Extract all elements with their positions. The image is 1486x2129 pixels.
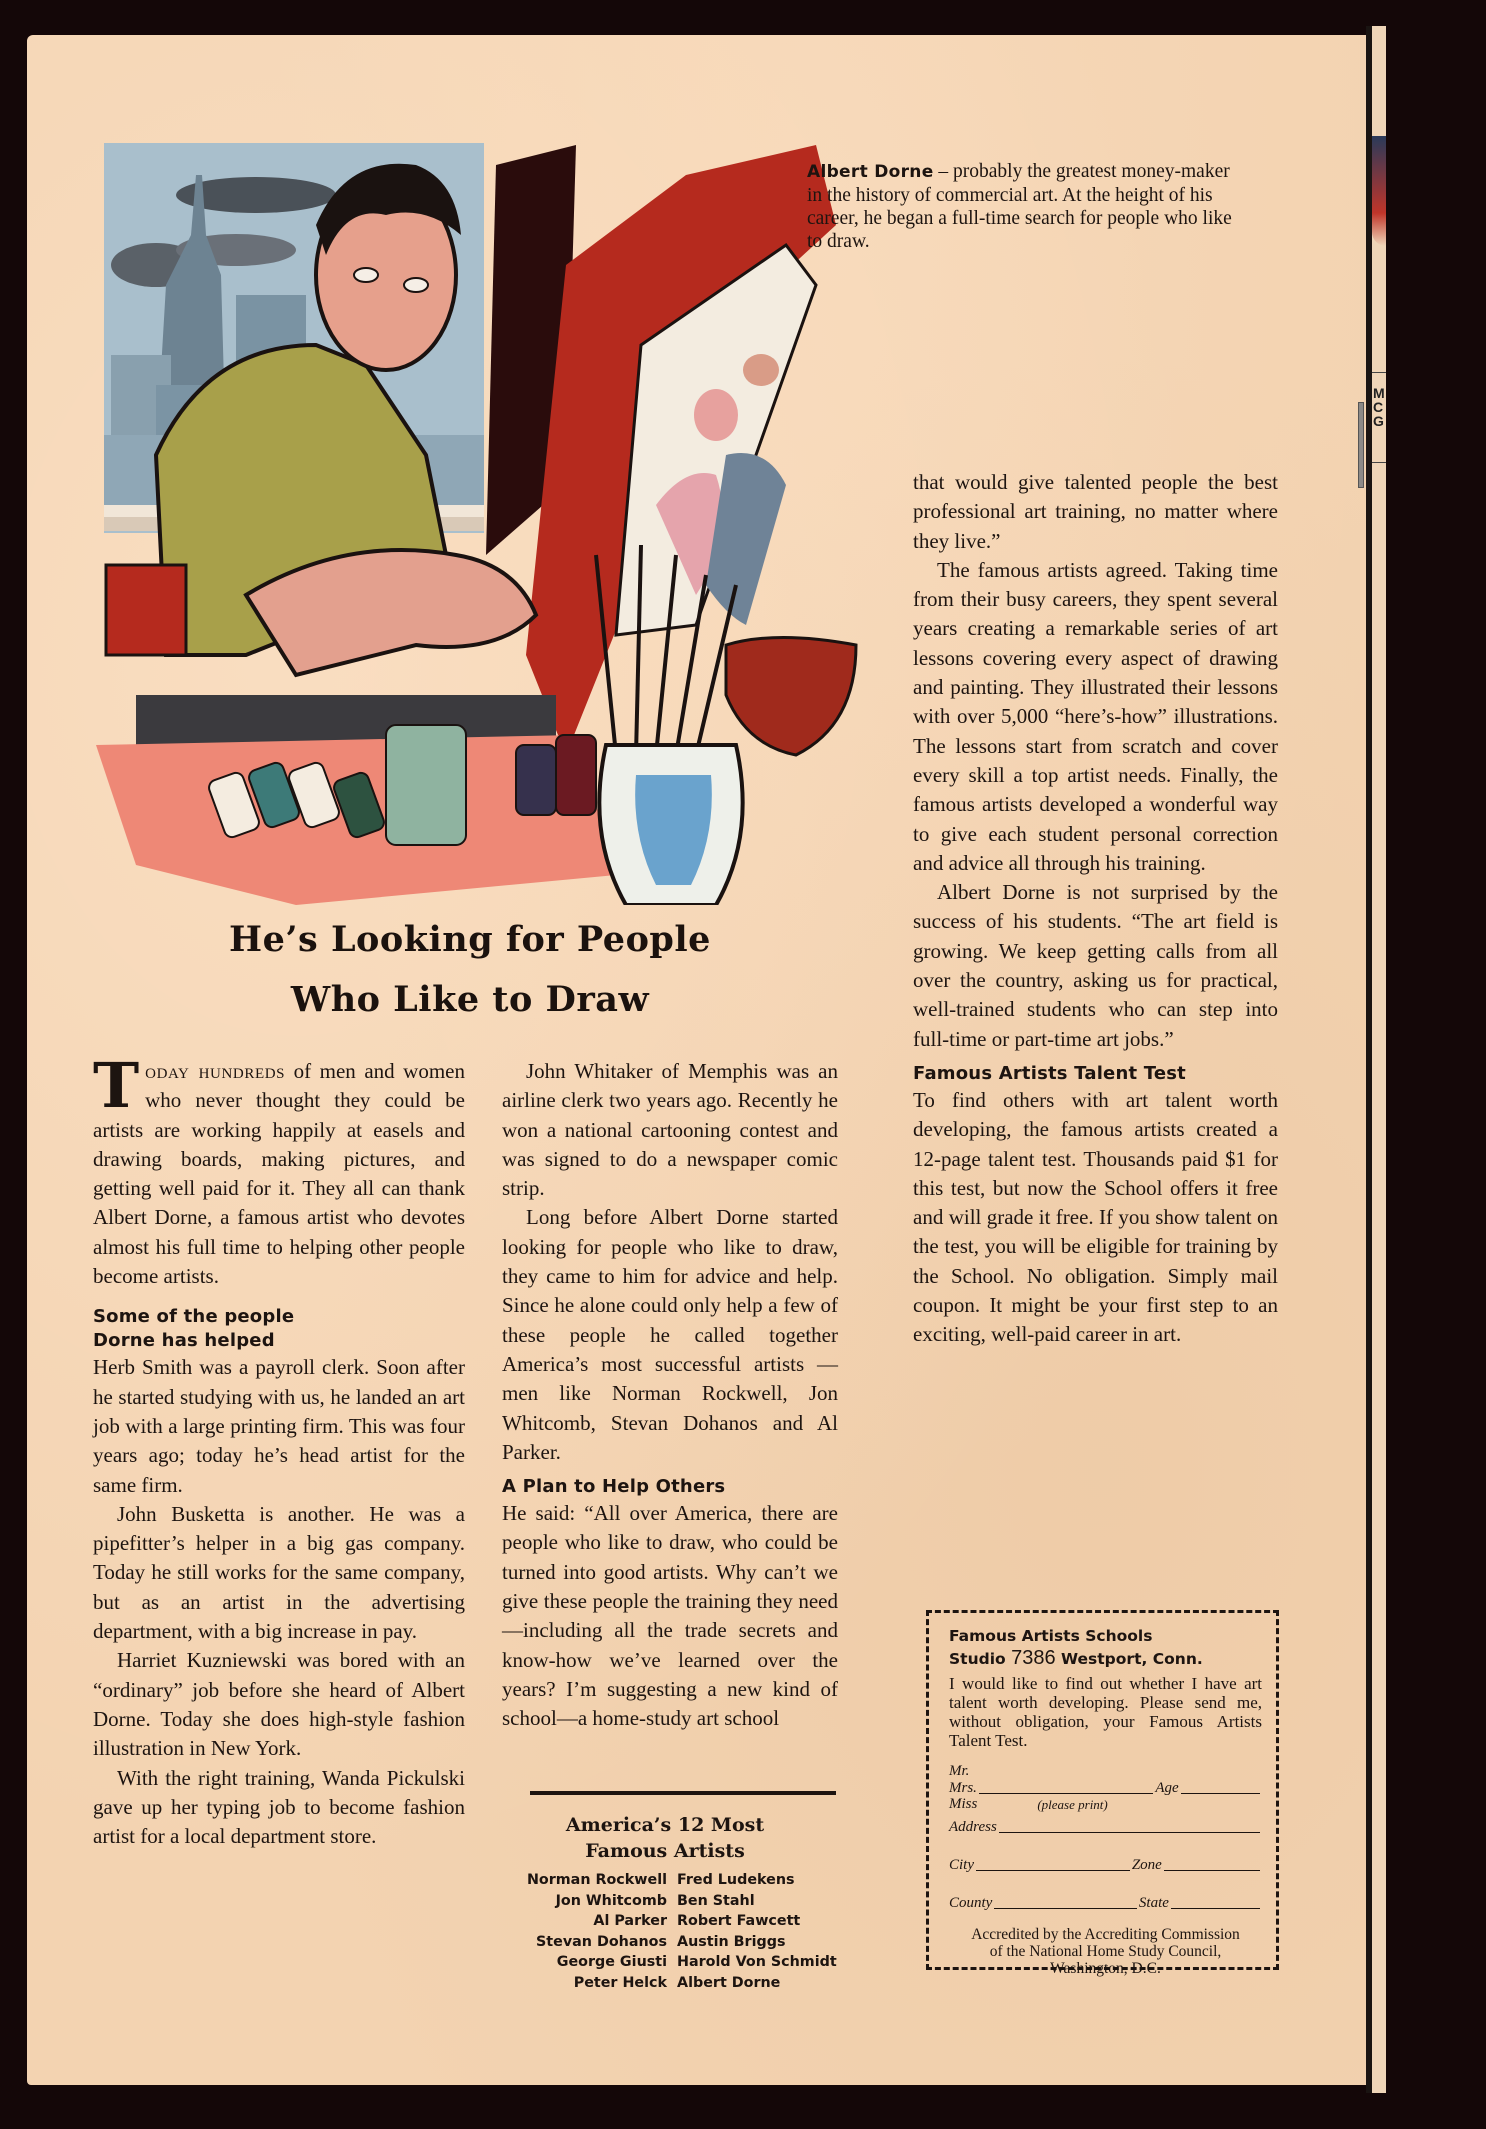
- age-field[interactable]: [1181, 1793, 1260, 1794]
- artist-name: Ben Stahl: [677, 1892, 755, 1909]
- paragraph-artists-agreed: The famous artists agreed. Taking time from their busy careers, they spent several years creating a remarkable series of art lessons covering every aspect of drawing and painting. They illustrated their lessons with over 5,000 “here’s-how” illustrations. The lessons start from scratch and cover every skill a top artist needs. Finally, the famous artists developed a wonderful way to give each student personal correction and advice all through his training.: [913, 557, 1278, 875]
- page-title: [120, 910, 820, 1030]
- coupon-form: [949, 1764, 1262, 1912]
- intro-text: of men and women who never thought they could be artists are working happily at easels and drawing boards, making pictures, and getting well paid for it. They all can thank Albert Dorne, a famous artist who devotes almost his full time to helping other people become artists.: [93, 1059, 465, 1289]
- section-heading-line: Dorne has helped: [93, 1330, 275, 1352]
- artist-name: Norman Rockwell: [526, 1872, 667, 1888]
- studio-number: 7386: [1011, 1647, 1056, 1669]
- artist-name: Jon Whitcomb: [555, 1892, 667, 1909]
- next-page-rule: [1372, 462, 1386, 463]
- county-row: [949, 1894, 1262, 1912]
- city-row: [949, 1856, 1262, 1874]
- next-page-text-fragment: M C G: [1373, 386, 1385, 428]
- coupon-school-name: Famous Artists Schools: [949, 1627, 1153, 1645]
- zone-label: Zone: [1131, 1857, 1162, 1873]
- name-row: [949, 1779, 1262, 1797]
- next-page-rule: [1372, 372, 1386, 373]
- next-page-art-fragment: [1372, 136, 1386, 246]
- name-hint: (please print): [1037, 1797, 1108, 1812]
- studio-label: Studio: [949, 1650, 1006, 1668]
- artist-name: Albert Dorne: [677, 1974, 781, 1991]
- title-option-mr[interactable]: Mr.: [949, 1763, 970, 1779]
- artist-at-easel-image: [96, 135, 916, 905]
- zone-field[interactable]: [1164, 1870, 1260, 1871]
- state-label: State: [1138, 1895, 1169, 1911]
- intro-paragraph: [93, 1049, 465, 1291]
- artist-row: [495, 1932, 837, 1953]
- artist-row: [495, 1952, 837, 1973]
- paragraph-plan: He said: “All over America, there are people who like to draw, who could be turned into good artists. Why can’t we give these people the training they need—including all the trade secrets and know-how we’ve learned over the years? I’m suggesting a new kind of school—a home-study art school: [502, 1501, 838, 1731]
- title-option-mrs[interactable]: Mrs.: [949, 1780, 977, 1796]
- albert-dorne-illustration: [96, 135, 916, 905]
- drop-cap: T: [93, 1049, 140, 1122]
- headline-line-1: He’s Looking for People: [229, 919, 711, 960]
- artist-row: [495, 1870, 837, 1891]
- caption-text: – probably the greatest money-maker in the history of commercial art. At the height of his career, he began a full-time search for people who like to draw.: [807, 161, 1232, 252]
- county-label: County: [949, 1895, 993, 1911]
- artist-name: Peter Helck: [573, 1974, 667, 1991]
- accreditation-note: Accredited by the Accrediting Commission of the National Home Study Council, Washington, D.C.: [971, 1926, 1240, 1977]
- intro-smallcaps: oday hundreds: [145, 1059, 286, 1083]
- artists-table: [495, 1870, 837, 1993]
- section-heading-people-helped: [93, 1305, 465, 1353]
- artists-title-line: Famous Artists: [585, 1840, 745, 1862]
- artist-name: Al Parker: [593, 1913, 667, 1929]
- artists-list-title: [485, 1812, 845, 1864]
- paragraph-john-whitaker: John Whitaker of Memphis was an airline clerk two years ago. Recently he won a national cartooning contest and was signed to do a newspaper comic strip.: [502, 1059, 838, 1201]
- address-label: Address: [949, 1819, 997, 1835]
- section-heading-plan: A Plan to Help Others: [502, 1476, 726, 1498]
- artist-name: George Giusti: [556, 1954, 667, 1970]
- divider-rule: [530, 1791, 836, 1795]
- coupon-header: [949, 1625, 1262, 1670]
- paragraph-talent-test: To find others with art talent worth developing, the famous artists created a 12-page talent test. Thousands paid $1 for this test, but now the School offers it free and will grade it free. If you show talent on the test, you will be eligible for training by the School. No obligation. Simply mail coupon. It might be your first step to an exciting, well-paid career in art.: [913, 1087, 1278, 1347]
- miss-row: [949, 1797, 1262, 1812]
- artist-name: Robert Fawcett: [677, 1913, 801, 1929]
- city-field[interactable]: [976, 1870, 1130, 1871]
- section-heading-line: Some of the people: [93, 1306, 295, 1328]
- staple: [1358, 402, 1364, 488]
- city-label: City: [949, 1857, 974, 1873]
- age-label: Age: [1155, 1780, 1179, 1796]
- article-column-3: [913, 468, 1278, 1350]
- artist-name: Harold Von Schmidt: [677, 1954, 837, 1970]
- caption-lead: Albert Dorne: [807, 162, 934, 182]
- headline-line-2: Who Like to Draw: [290, 979, 650, 1020]
- artist-row: [495, 1973, 837, 1994]
- artist-name: Austin Briggs: [677, 1933, 786, 1950]
- address-field[interactable]: [999, 1832, 1260, 1833]
- artist-row: [495, 1911, 837, 1932]
- paragraph-wanda-pickulski: With the right training, Wanda Pickulski gave up her typing job to become fashion artist for a local department store.: [93, 1765, 465, 1849]
- section-heading-talent-test: Famous Artists Talent Test: [913, 1062, 1186, 1084]
- paragraph-long-before: Long before Albert Dorne started looking for people who like to draw, they came to him for advice and help. Since he alone could only help a few of these people he called together America’s most successful artists —men like Norman Rockwell, Jon Whitcomb, Stevan Dohanos and Al Parker.: [502, 1205, 838, 1464]
- article-column-1: [93, 1049, 465, 1851]
- next-page-edge: [1372, 26, 1386, 2093]
- address-row: [949, 1818, 1262, 1836]
- artist-name: Fred Ludekens: [677, 1872, 795, 1888]
- illustration-caption: [807, 160, 1247, 253]
- county-field[interactable]: [994, 1908, 1137, 1909]
- famous-artists-list: [495, 1812, 845, 1993]
- artists-title-line: America’s 12 Most: [565, 1814, 765, 1836]
- paragraph-john-busketta: John Busketta is another. He was a pipefitter’s helper in a big gas company. Today he still works for the same company, but as an artist in the advertising department, with a big increase in pay.: [93, 1501, 465, 1644]
- paragraph-plan-continued: that would give talented people the best professional art training, no matter where they live.”: [913, 470, 1278, 553]
- paragraph-herb-smith: Herb Smith was a payroll clerk. Soon after he started studying with us, he landed an art job with a large printing firm. This was four years ago; today he’s head artist for the same firm.: [93, 1355, 465, 1497]
- coupon-address-line: [949, 1647, 1262, 1670]
- state-field[interactable]: [1171, 1908, 1260, 1909]
- paragraph-not-surprised: Albert Dorne is not surprised by the success of his students. “The art field is growing. We keep getting calls from all over the country, asking us for practical, well-trained students who can step into full-time or part-time art jobs.”: [913, 880, 1278, 1051]
- coupon-location: Westport, Conn.: [1060, 1650, 1203, 1668]
- paragraph-harriet-kuzniewski: Harriet Kuzniewski was bored with an “ordinary” job before she heard of Albert Dorne. Today she does high-style fashion illustration in New York.: [93, 1648, 465, 1761]
- coupon-request-text: I would like to find out whether I have art talent worth developing. Please send me, without obligation, your Famous Artists Talent Test.: [949, 1674, 1262, 1750]
- name-field[interactable]: [979, 1793, 1153, 1794]
- mail-in-coupon[interactable]: [926, 1610, 1279, 1977]
- article-column-2: [502, 1057, 838, 1734]
- title-option-miss[interactable]: Miss: [949, 1796, 978, 1812]
- artist-row: [495, 1891, 837, 1912]
- artist-name: Stevan Dohanos: [536, 1933, 667, 1950]
